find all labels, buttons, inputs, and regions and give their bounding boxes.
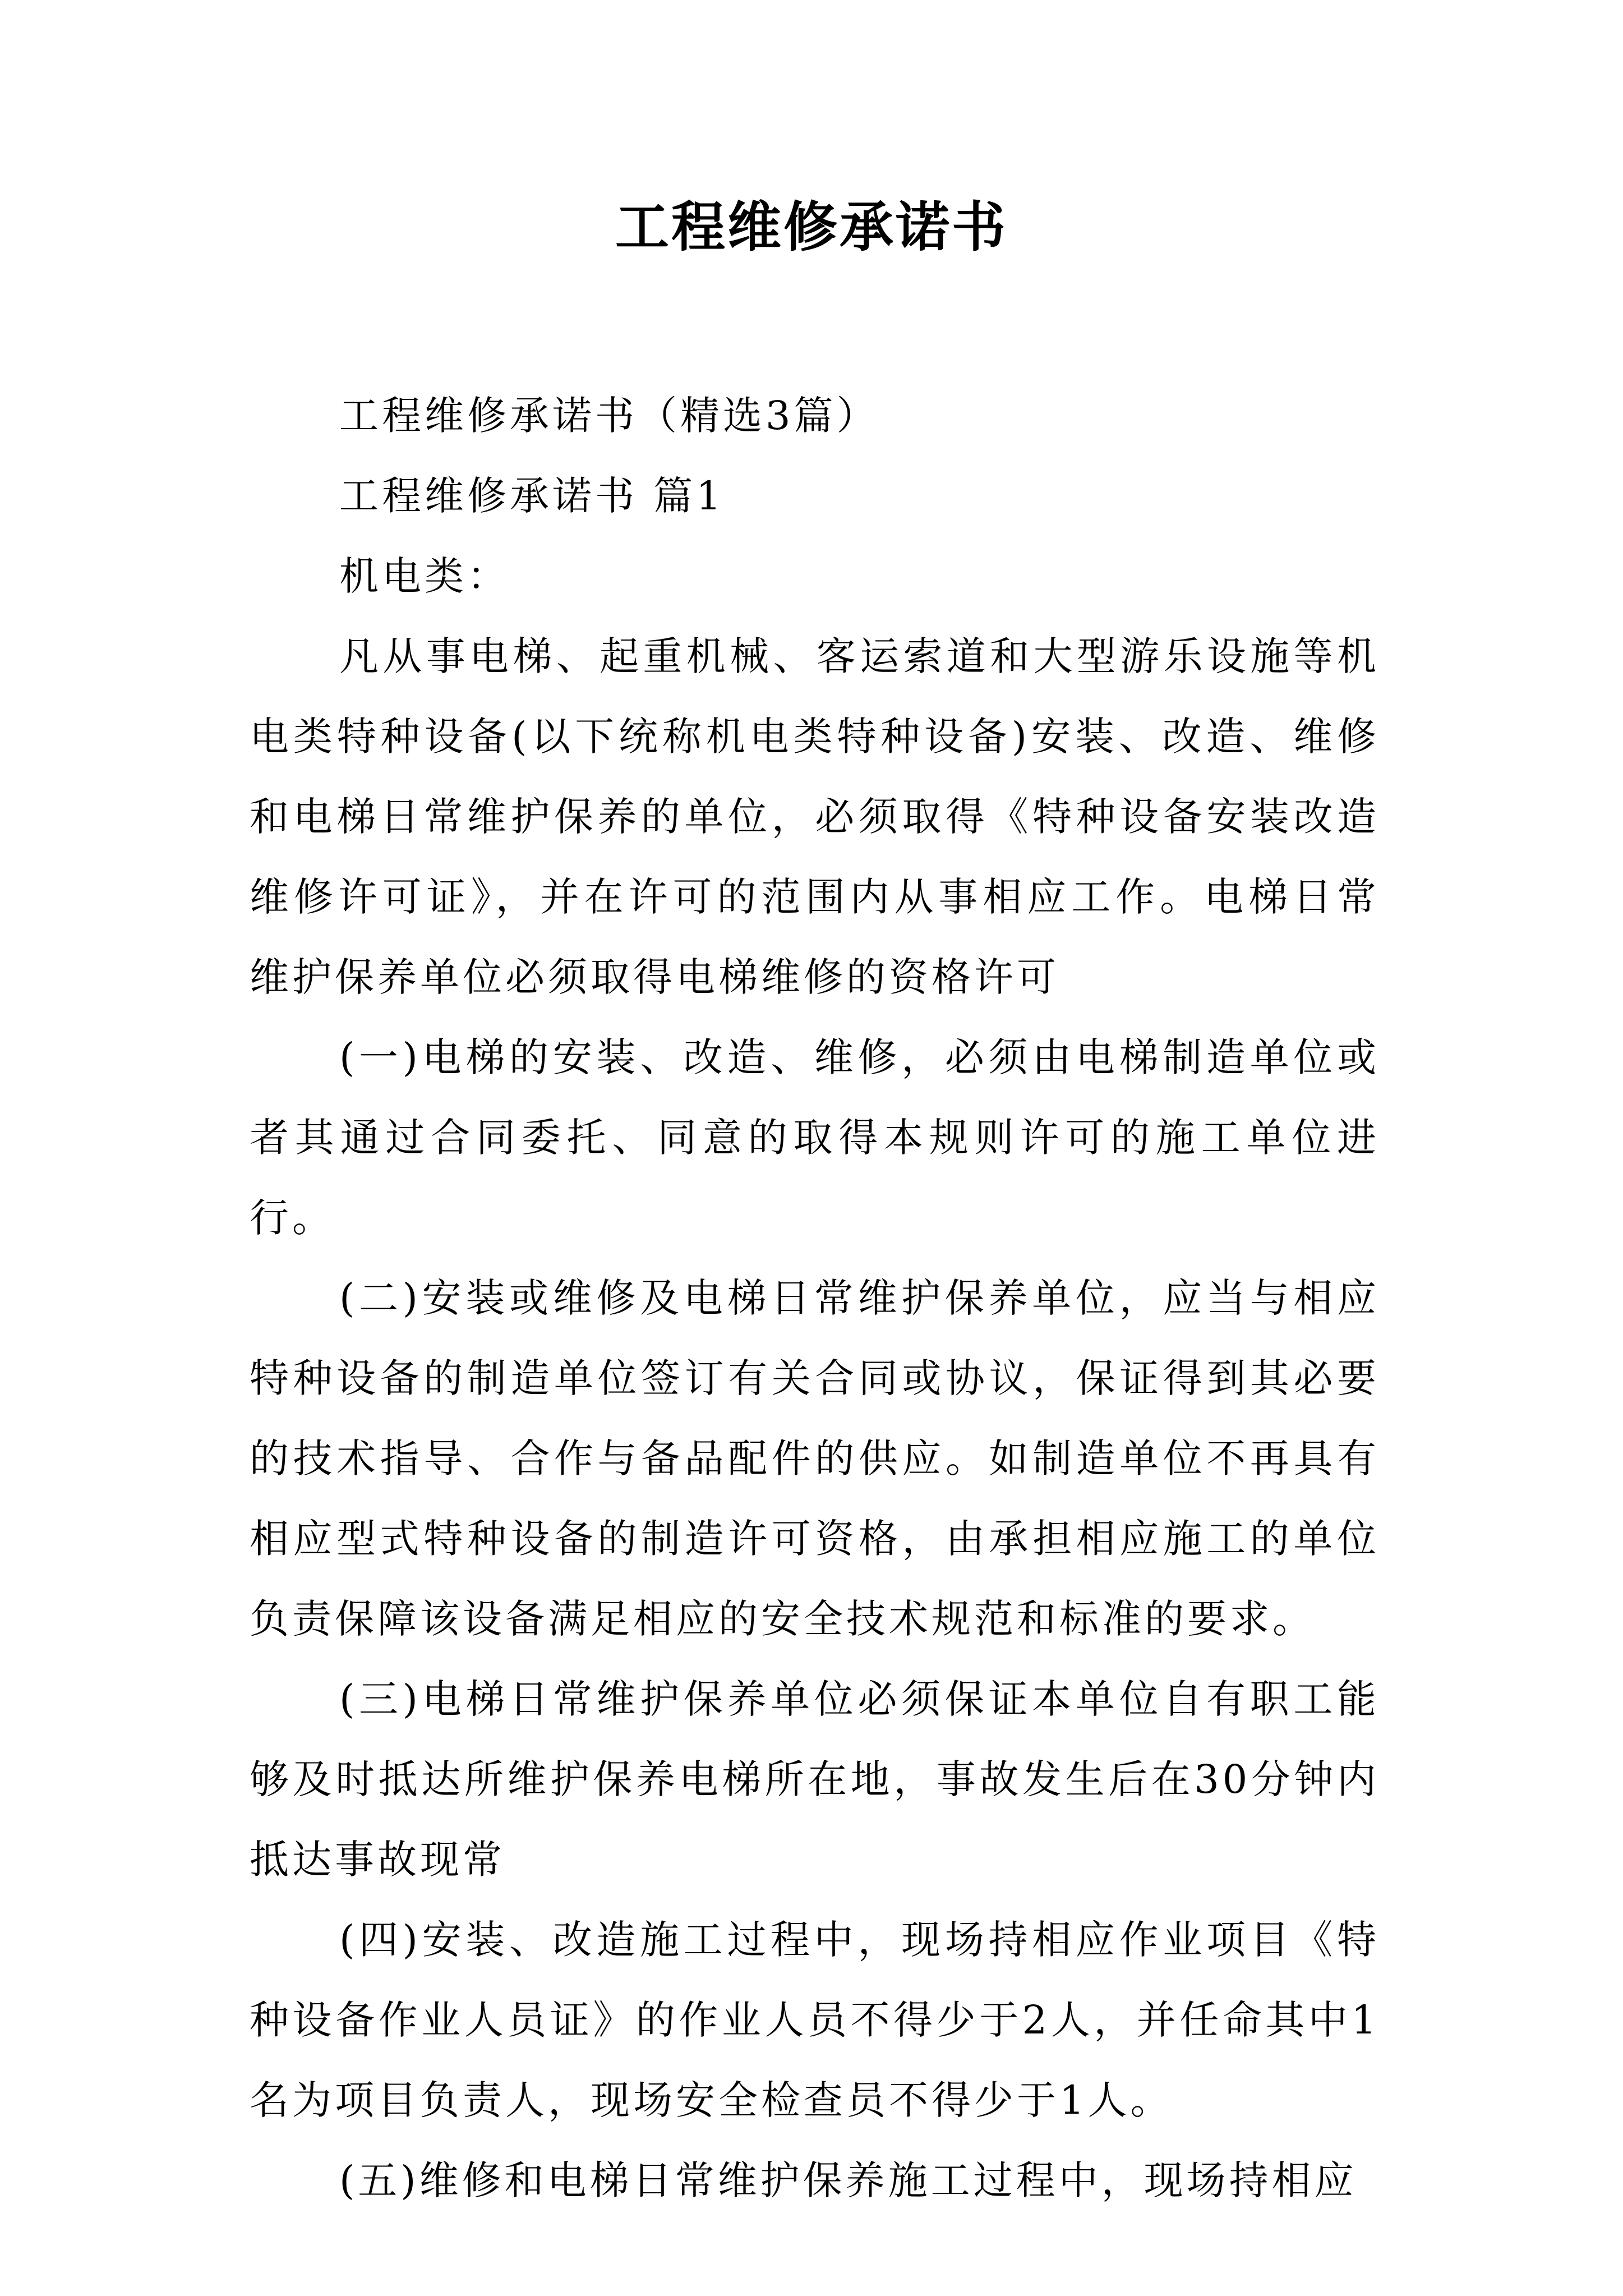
- document-title: 工程维修承诺书: [615, 195, 1008, 259]
- paragraph-item-2: (二)安装或维修及电梯日常维护保养单位，应当与相应特种设备的制造单位签订有关合同或协议，保证得到其必要的技术指导、合作与备品配件的供应。如制造单位不再具有相应型式特种设备的制造许可资格，由承担相应施工的单位负责保障该设备满足相应的安全技术规范和标准的要求。: [250, 1275, 1380, 1642]
- paragraph-category-label: 机电类：: [339, 553, 510, 599]
- paragraph-section-heading: 工程维修承诺书 篇1: [339, 473, 725, 519]
- document-body: [250, 376, 1380, 2221]
- paragraph-item-1: (一)电梯的安装、改造、维修，必须由电梯制造单位或者其通过合同委托、同意的取得本规则许可的施工单位进行。: [250, 1034, 1380, 1241]
- paragraph-item-4: (四)安装、改造施工过程中，现场持相应作业项目《特种设备作业人员证》的作业人员不得少于2人，并任命其中1名为项目负责人，现场安全检查员不得少于1人。: [250, 1917, 1380, 2123]
- paragraph-intro: 凡从事电梯、起重机械、客运索道和大型游乐设施等机电类特种设备(以下统称机电类特种设备)安装、改造、维修和电梯日常维护保养的单位，必须取得《特种设备安装改造维修许可证》，并在许可的范围内从事相应工作。电梯日常维护保养单位必须取得电梯维修的资格许可: [250, 633, 1380, 1000]
- paragraph-subtitle: 工程维修承诺书（精选3篇）: [339, 393, 879, 439]
- paragraph-item-5: (五)维修和电梯日常维护保养施工过程中，现场持相应: [339, 2157, 1357, 2203]
- paragraph-item-3: (三)电梯日常维护保养单位必须保证本单位自有职工能够及时抵达所维护保养电梯所在地，事故发生后在30分钟内抵达事故现常: [250, 1676, 1380, 1883]
